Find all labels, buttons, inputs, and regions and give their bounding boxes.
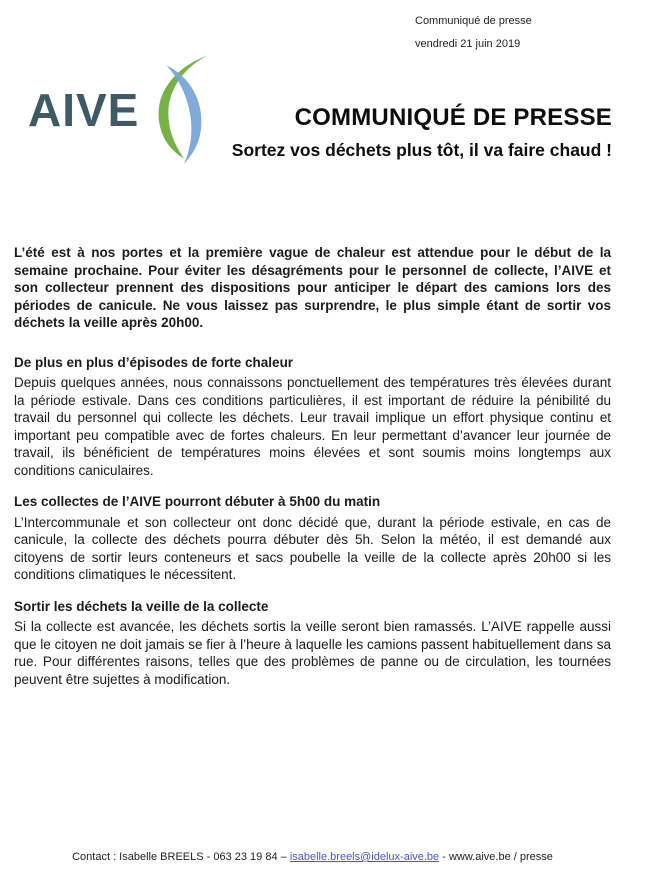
meta-doc-type: Communiqué de presse [415, 15, 532, 27]
document-meta [415, 10, 532, 56]
page-title: COMMUNIQUÉ DE PRESSE [294, 104, 612, 131]
section-body-heat-episodes: Depuis quelques années, nous connaissons ponctuellement des températures très élevées durant la période estivale. Dans ces conditions particulières, il est important de réduire la pénibilité du travail du personnel qui collecte les déchets. Leur travail implique un effort physique continu et important peu compatible avec de fortes chaleurs. En leur permettant d’avancer leur journée de travail, ils bénéficient de températures moins élevées et sont soumis moins longtemps aux conditions caniculaires. [14, 375, 611, 478]
aive-logo-text: AIVE [28, 84, 140, 136]
section-body-early-collections: L’Intercommunale et son collecteur ont donc décidé que, durant la période estivale, en cas de canicule, la collecte des déchets pourra débuter dès 5h. Selon la météo, il est demandé aux citoyens de sortir leurs conteneurs et sacs poubelle la veille de la collecte après 20h00 si les conditions climatiques le nécessitent. [14, 514, 611, 582]
aive-swoosh-icon [152, 54, 210, 166]
aive-logo [28, 54, 210, 166]
title-block [232, 104, 612, 161]
contact-prefix: Contact : Isabelle BREELS - 063 23 19 84 – [72, 851, 290, 863]
meta-date: vendredi 21 juin 2019 [415, 38, 521, 50]
contact-suffix: - www.aive.be / presse [439, 851, 553, 863]
section-body-night-before: Si la collecte est avancée, les déchets sortis la veille seront bien ramassés. L’AIVE rappelle aussi que le citoyen ne doit jamais se fier à l’heure à laquelle les camions passent habituellement dans sa rue. Pour différentes raisons, telles que des problèmes de panne ou de circulation, les tournées peuvent être sujettes à modification. [14, 619, 611, 687]
contact-footer [14, 851, 611, 863]
section-heading-night-before: Sortir les déchets la veille de la collecte [14, 598, 269, 614]
section-heading-heat-episodes: De plus en plus d’épisodes de forte chaleur [14, 354, 294, 370]
section-heading-early-collections: Les collectes de l’AIVE pourront débuter à 5h00 du matin [14, 494, 381, 509]
document-body [14, 244, 611, 688]
intro-paragraph: L’été est à nos portes et la première vague de chaleur est attendue pour le début de la semaine prochaine. Pour éviter les désagréments pour le personnel de collecte, l’AIVE et son collecteur prennent des dispositions pour anticiper le départ des camions lors des périodes de canicule. Ne vous laissez pas surprendre, le plus simple étant de sortir vos déchets la veille après 20h00. [14, 245, 611, 330]
contact-email-link[interactable]: isabelle.breels@idelux-aive.be [289, 851, 440, 863]
page-subtitle: Sortez vos déchets plus tôt, il va faire chaud ! [231, 140, 612, 160]
